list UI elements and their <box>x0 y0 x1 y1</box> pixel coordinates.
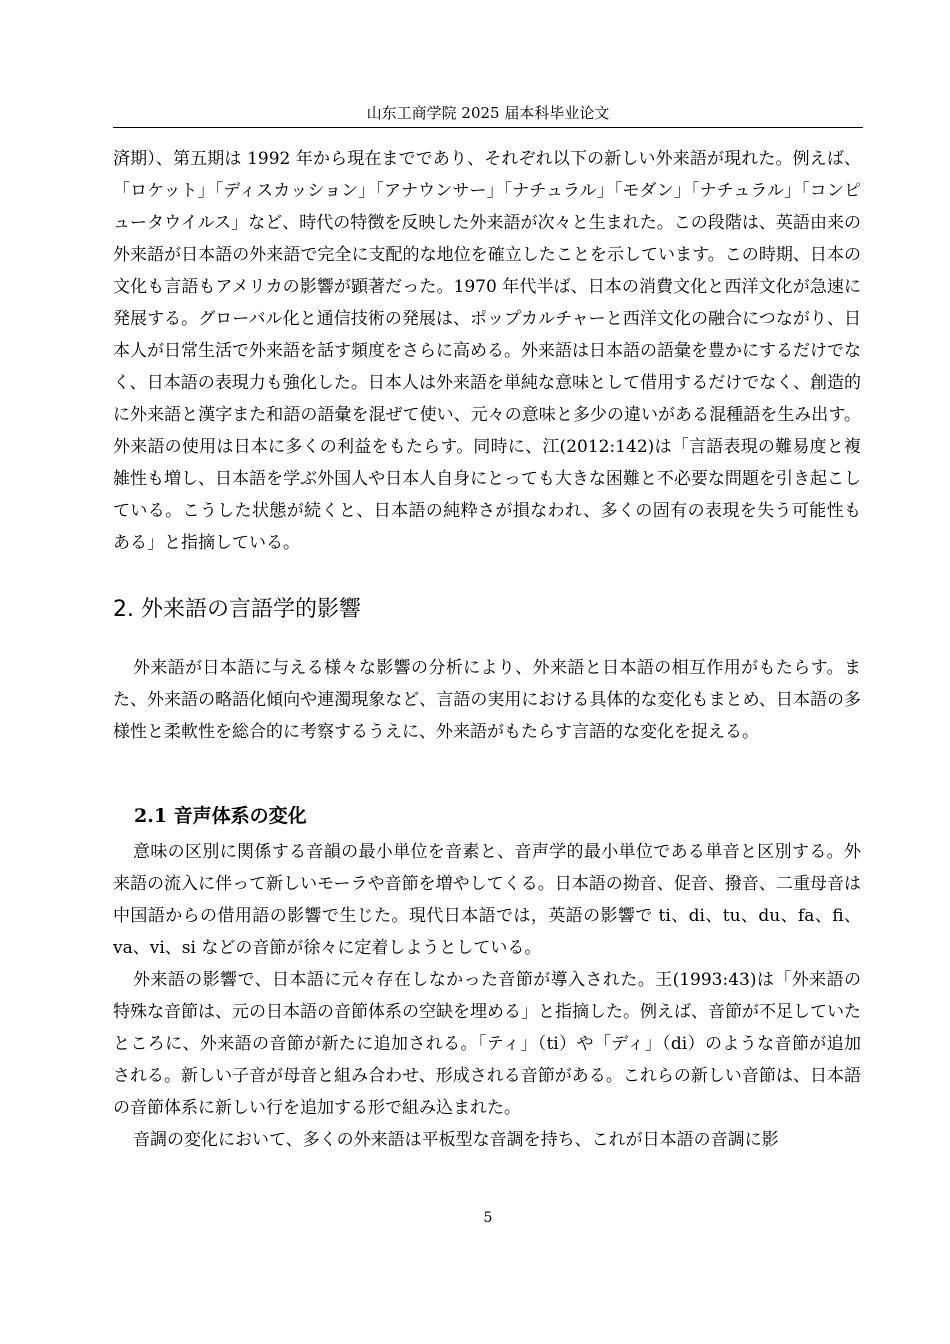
paragraph-phonemes: 意味の区別に関係する音韻の最小単位を音素と、音声学的最小単位である単音と区別する。外来語の流入に伴って新しいモーラや音節を増やしてくる。日本語の拗音、促音、撥音、二重母音は中国語からの借用語の影響で生じた。現代日本語では，英語の影響で ti、di、tu、du、fa、fi、va、vi、si などの音節が徐々に定着しようとしている。 <box>113 842 861 958</box>
paragraph-new-syllables: 外来語の影響で、日本語に元々存在しなかった音節が導入された。王(1993:43)は「外来語の特殊な音節は、元の日本語の音節体系の空缺を埋める」と指摘した。例えば、音節が不足していたところに、外来語の音節が新たに追加される。「ティ」（ti）や「ディ」（di）のような音節が追加される。新しい子音が母音と組み合わせ、形成される音節がある。これらの新しい音節は、日本語の音節体系に新しい行を追加する形で組み込まれた。 <box>113 970 861 1118</box>
page-header-title: 山东工商学院 2025 届本科毕业论文 <box>366 104 610 122</box>
section-heading-2: 2. 外来語の言語学的影響 <box>113 597 361 622</box>
body-section-1 <box>113 143 861 559</box>
paragraph-section2-intro: 外来語が日本語に与える様々な影響の分析により、外来語と日本語の相互作用がもたらす。また、外来語の略語化傾向や連濁現象など、言語の実用における具体的な変化もまとめ、日本語の多様性と柔軟性を総合的に考察するうえに、外来語がもたらす言語的な変化を捉える。 <box>113 658 861 742</box>
paragraph-pitch-accent: 音調の変化において、多くの外来語は平板型な音調を持ち、これが日本語の音調に影 <box>133 1130 779 1150</box>
page-number: 5 <box>483 1210 493 1226</box>
body-section-2-1 <box>113 836 861 1156</box>
subsection-heading-2-1: 2.1 音声体系の変化 <box>134 805 307 827</box>
body-section-2 <box>113 652 861 748</box>
paragraph-periods: 済期）、第五期は 1992 年から現在までであり、それぞれ以下の新しい外来語が現れた。例えば、「ロケット」「ディスカッション」「アナウンサー」「ナチュラル」「モダン」「ナチュラル」「コンピュータウイルス」など、時代の特徴を反映した外来語が次々と生まれた。この段階は、英語由来の外来語が日本語の外来語で完全に支配的な地位を確立したことを示しています。この時期、日本の文化も言語もアメリカの影響が顕著だった。1970 年代半ば、日本の消費文化と西洋文化が急速に発展する。グローバル化と通信技術の発展は、ポップカルチャーと西洋文化の融合につながり、日本人が日常生活で外来語を話す頻度をさらに高める。外来語は日本語の語彙を豊かにするだけでなく、日本語の表現力も強化した。日本人は外来語を単純な意味として借用するだけでなく、創造的に外来語と漢字また和語の語彙を混ぜて使い、元々の意味と多少の違いがある混種語を生み出す。外来語の使用は日本に多くの利益をもたらす。同時に、江(2012:142)は「言語表現の難易度と複雑性も増し、日本語を学ぶ外国人や日本人自身にとっても大きな困難と不必要な問題を引き起こしている。こうした状態が続くと、日本語の純粋さが損なわれ、多くの固有の表現を失う可能性もある」と指摘している。 <box>113 149 861 553</box>
header-divider <box>113 127 863 128</box>
